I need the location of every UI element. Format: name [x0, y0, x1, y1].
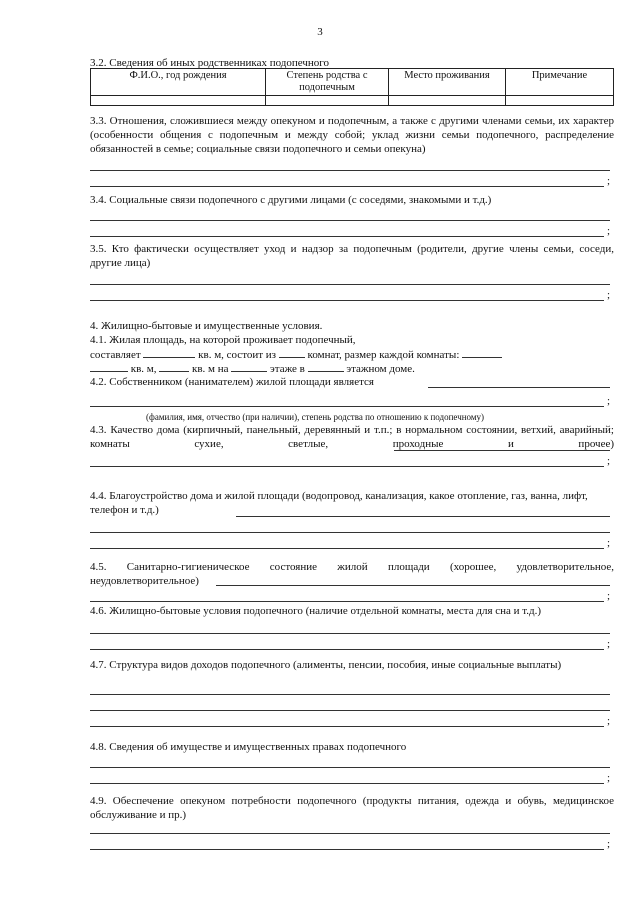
fill-line[interactable] [90, 633, 610, 634]
section-4-title: 4. Жилищно-бытовые и имущественные условия. [90, 320, 323, 332]
owner-field[interactable] [428, 387, 610, 388]
semicolon: ; [607, 638, 611, 650]
fill-line[interactable] [90, 783, 604, 784]
fill-line[interactable] [90, 849, 604, 850]
semicolon: ; [607, 455, 611, 467]
fill-line[interactable] [90, 220, 610, 221]
relatives-table [90, 68, 614, 106]
fill-line[interactable] [90, 466, 604, 467]
room-size-field[interactable] [159, 361, 189, 372]
section-3-2-title: 3.2. Сведения об иных родственниках подопечного [90, 57, 330, 69]
semicolon: ; [607, 838, 611, 850]
col-header-name: Ф.И.О., год рождения [91, 69, 266, 96]
section-4-4-text: 4.4. Благоустройство дома и жилой площади (водопровод, канализация, какое отопление, газ, ванна, лифт, телефон и т.д.) [90, 490, 588, 516]
fill-line[interactable] [90, 548, 604, 549]
semicolon: ; [607, 175, 611, 187]
fill-line[interactable] [90, 236, 604, 237]
semicolon: ; [607, 289, 611, 301]
label-text: кв. м на [192, 363, 229, 375]
semicolon: ; [607, 395, 611, 407]
fill-line[interactable] [90, 300, 604, 301]
fill-line[interactable] [90, 532, 610, 533]
label-text: кв. м, [130, 363, 157, 375]
table-cell[interactable] [91, 96, 266, 106]
col-header-residence: Место проживания [389, 69, 506, 96]
rooms-count-field[interactable] [279, 347, 305, 358]
semicolon: ; [607, 590, 611, 602]
semicolon: ; [607, 715, 611, 727]
owner-field-caption: (фамилия, имя, отчество (при наличии), степень родства по отношению к подопечному) [146, 412, 485, 422]
section-3-4-text: 3.4. Социальные связи подопечного с другими лицами (с соседями, знакомыми и т.д.) [90, 194, 492, 206]
fill-line[interactable] [216, 585, 610, 586]
section-4-1-line3 [90, 361, 614, 376]
semicolon: ; [607, 225, 611, 237]
section-4-8-text: 4.8. Сведения об имуществе и имущественных правах подопечного [90, 741, 407, 753]
fill-line[interactable] [236, 516, 610, 517]
fill-line[interactable] [90, 710, 610, 711]
area-field[interactable] [143, 347, 195, 358]
fill-line[interactable] [90, 284, 610, 285]
fill-line[interactable] [394, 450, 610, 451]
fill-line[interactable] [90, 833, 610, 834]
col-header-note: Примечание [506, 69, 614, 96]
fill-line[interactable] [90, 726, 604, 727]
floor-field[interactable] [231, 361, 267, 372]
table-cell[interactable] [506, 96, 614, 106]
section-4-3-text: 4.3. Качество дома (кирпичный, панельный, деревянный и т.п.; в нормальном состоянии, ветхий, аварийный; комнаты сухие, светлые, проходные и прочее) [90, 424, 614, 450]
fill-line[interactable] [90, 406, 604, 407]
fill-line[interactable] [90, 170, 610, 171]
fill-line[interactable] [90, 601, 604, 602]
section-4-1-line2 [90, 347, 614, 362]
semicolon: ; [607, 772, 611, 784]
fill-line[interactable] [90, 186, 604, 187]
col-header-relation: Степень родства с подопечным [266, 69, 389, 96]
fill-line[interactable] [90, 649, 604, 650]
label-text: этаже в [270, 363, 305, 375]
label-text: комнат, размер каждой комнаты: [307, 349, 460, 361]
section-4-5-text: 4.5. Санитарно-гигиеническое состояние жилой площади (хорошее, удовлетворительное, неудовлетворительное) [90, 561, 614, 587]
section-3-5-text: 3.5. Кто фактически осуществляет уход и надзор за подопечным (родители, другие члены семьи, соседи, другие лица) [90, 243, 614, 269]
section-4-7-text: 4.7. Структура видов доходов подопечного (алименты, пенсии, пособия, иные социальные выплаты) [90, 659, 562, 671]
label-text: составляет [90, 349, 141, 361]
section-4-6-text: 4.6. Жилищно-бытовые условия подопечного (наличие отдельной комнаты, места для сна и т.д.) [90, 605, 542, 617]
page-number: 3 [317, 26, 323, 38]
semicolon: ; [607, 537, 611, 549]
building-floors-field[interactable] [308, 361, 344, 372]
room-size-field[interactable] [90, 361, 128, 372]
label-text: кв. м, состоит из [198, 349, 277, 361]
section-4-2-text: 4.2. Собственником (нанимателем) жилой площади является [90, 376, 374, 388]
label-text: этажном доме. [346, 363, 415, 375]
section-4-1-line1: 4.1. Жилая площадь, на которой проживает подопечный, [90, 334, 356, 346]
section-3-3-text: 3.3. Отношения, сложившиеся между опекуном и подопечным, а также с другими членами семьи, их характер (особенности общения с подопечным и между собой; уклад жизни семьи подопечного, распределение обязанностей в семье; социальные связи подопечного и семьи опекуна) [90, 115, 614, 155]
section-4-9-text: 4.9. Обеспечение опекуном потребности подопечного (продукты питания, одежда и обувь, медицинское обслуживание и пр.) [90, 795, 614, 821]
fill-line[interactable] [90, 694, 610, 695]
table-cell[interactable] [266, 96, 389, 106]
room-size-field[interactable] [462, 347, 502, 358]
fill-line[interactable] [90, 767, 610, 768]
table-cell[interactable] [389, 96, 506, 106]
